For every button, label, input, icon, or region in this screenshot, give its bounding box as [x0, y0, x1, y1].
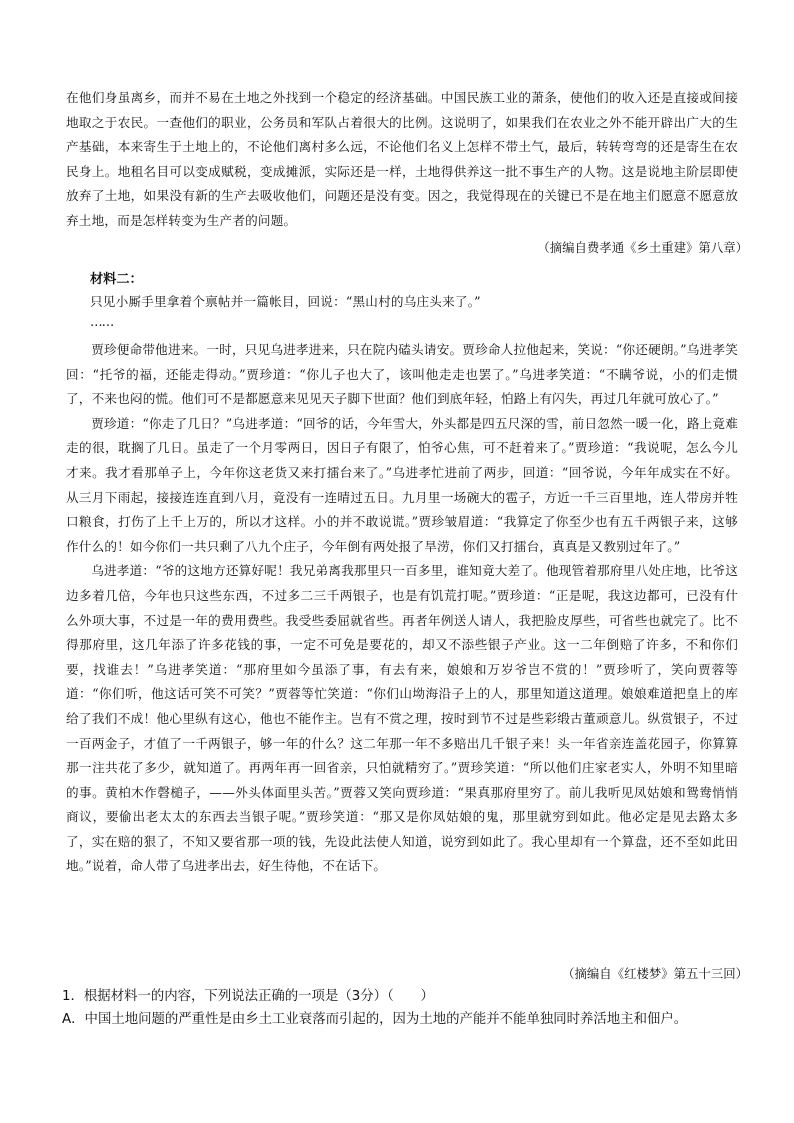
material2-heading: 材料二： — [90, 272, 143, 287]
material2-ellipsis: …… — [90, 314, 114, 329]
question-1-option-a: A．中国土地问题的严重性是由乡土工业衰落而引起的，因为土地的产能并不能单独同时养活地主和佃户。 — [62, 1012, 688, 1027]
material1-block — [66, 86, 738, 234]
material2-opening: 只见小厮手里拿着个禀帖并一篇帐目，回说：“黑山村的乌庄头来了。” — [90, 294, 481, 309]
material2-opening-block — [90, 290, 738, 315]
material2-paragraphs — [66, 338, 738, 879]
material1-paragraph: 在他们身虽离乡，而并不易在土地之外找到一个稳定的经济基础。中国民族工业的萧条，使他们的收入还是直接或间接地取之于农民。一查他们的职业，公务员和军队占着很大的比例。这说明了，如果我们在农业之外不能开辟出广大的生产基础，本来寄生于土地上的，不论他们离村多么远，不论他们名义上怎样不带土气，最后，转转弯弯的还是寄生在农民身上。地租名目可以变成赋税，变成摊派，实际还是一样，土地得供养这一批不事生产的人物。这是说地主阶层即使放弃了土地，如果没有新的生产去吸收他们，问题还是没有变。因之，我觉得现在的关键已不是在地主们愿意不愿意放弃土地，而是怎样转变为生产者的问题。 — [66, 90, 738, 228]
material2-source: （摘编自《红楼梦》第五十三回） — [562, 966, 748, 981]
material2-paragraph-1: 贾珍便命带他进来。一时，只见乌进孝进来，只在院内磕头请安。贾珍命人拉他起来，笑说：“你还硬朗。”乌进孝笑回：“托爷的福，还能走得动。”贾珍道：“你儿子也大了，该叫他走走也罢了。”乌进孝笑道：“不瞒爷说，小的们走惯了，不来也闷的慌。他们可不是都愿意来见见天子脚下世面？他们到底年轻，怕路上有闪失，再过几年就可放心了。” — [66, 342, 738, 407]
material1-source: （摘编自费孝通《乡土重建》第八章） — [537, 240, 748, 255]
material2-paragraph-2: 贾珍道：“你走了几日？”乌进孝道：“回爷的话，今年雪大，外头都是四五尺深的雪，前日忽然一暖一化，路上竟难走的很，耽搁了几日。虽走了一个月零两日，因日子有限了，怕爷心焦，可不赶着来了。”贾珍道：“我说呢，怎么今儿才来。我才看那单子上，今年你这老货又来打擂台来了。”乌进孝忙进前了两步，回道：“回爷说，今年年成实在不好。从三月下雨起，接接连连直到八月，竟没有一连晴过五日。九月里一场碗大的雹子，方近一千三百里地，连人带房并牲口粮食，打伤了上千上万的，所以才这样。小的并不敢说谎。”贾珍皱眉道：“我算定了你至少也有五千两银子来，这够作什么的！如今你们一共只剩了八九个庄子，今年倒有两处报了旱涝，你们又打擂台，真真是又教别过年了。” — [66, 415, 738, 554]
material2-paragraph-3: 乌进孝道：“爷的这地方还算好呢！我兄弟离我那里只一百多里，谁知竟大差了。他现管着那府里八处庄地，比爷这边多着几倍，今年也只这些东西，不过多二三千两银子，也是有饥荒打呢。”贾珍道：“正是呢，我这边都可，已没有什么外项大事，不过是一年的费用费些。我受些委屈就省些。再者年例送人请人，我把脸皮厚些，可省些也就完了。比不得那府里，这几年添了许多花钱的事，一定不可免是要花的，却又不添些银子产业。这一二年倒赔了许多，不和你们要，找谁去！”乌进孝笑道：“那府里如今虽添了事，有去有来，娘娘和万岁爷岂不赏的！”贾珍听了，笑向贾蓉等道：“你们听，他这话可笑不可笑？”贾蓉等忙笑道：“你们山坳海沿子上的人，那里知道这道理。娘娘难道把皇上的库给了我们不成！他心里纵有这心，他也不能作主。岂有不赏之理，按时到节不过是些彩缎古董顽意儿。纵赏银子，不过一百两金子，才值了一千两银子，够一年的什么？这二年那一年不多赔出几千银子来！头一年省亲连盖花园子，你算算那一注共花了多少，就知道了。再两年再一回省亲，只怕就精穷了。”贾珍笑道：“所以他们庄家老实人，外明不知里暗的事。黄柏木作磬槌子，——外头体面里头苦。”贾蓉又笑向贾珍道：“果真那府里穷了。前儿我听见凤姑娘和鸳鸯悄悄商议，要偷出老太太的东西去当银子呢。”贾珍笑道：“那又是你凤姑娘的鬼，那里就穷到如此。他必定是见去路太多了，实在赔的狠了，不知又要省那一项的钱，先设此法使人知道，说穷到如此了。我心里却有一个算盘，还不至如此田地。”说着，命人带了乌进孝出去，好生待他，不在话下。 — [66, 563, 738, 874]
question-1-stem: 1．根据材料一的内容，下列说法正确的一项是（3分）（ ） — [62, 989, 434, 1004]
question-1 — [62, 985, 752, 1031]
